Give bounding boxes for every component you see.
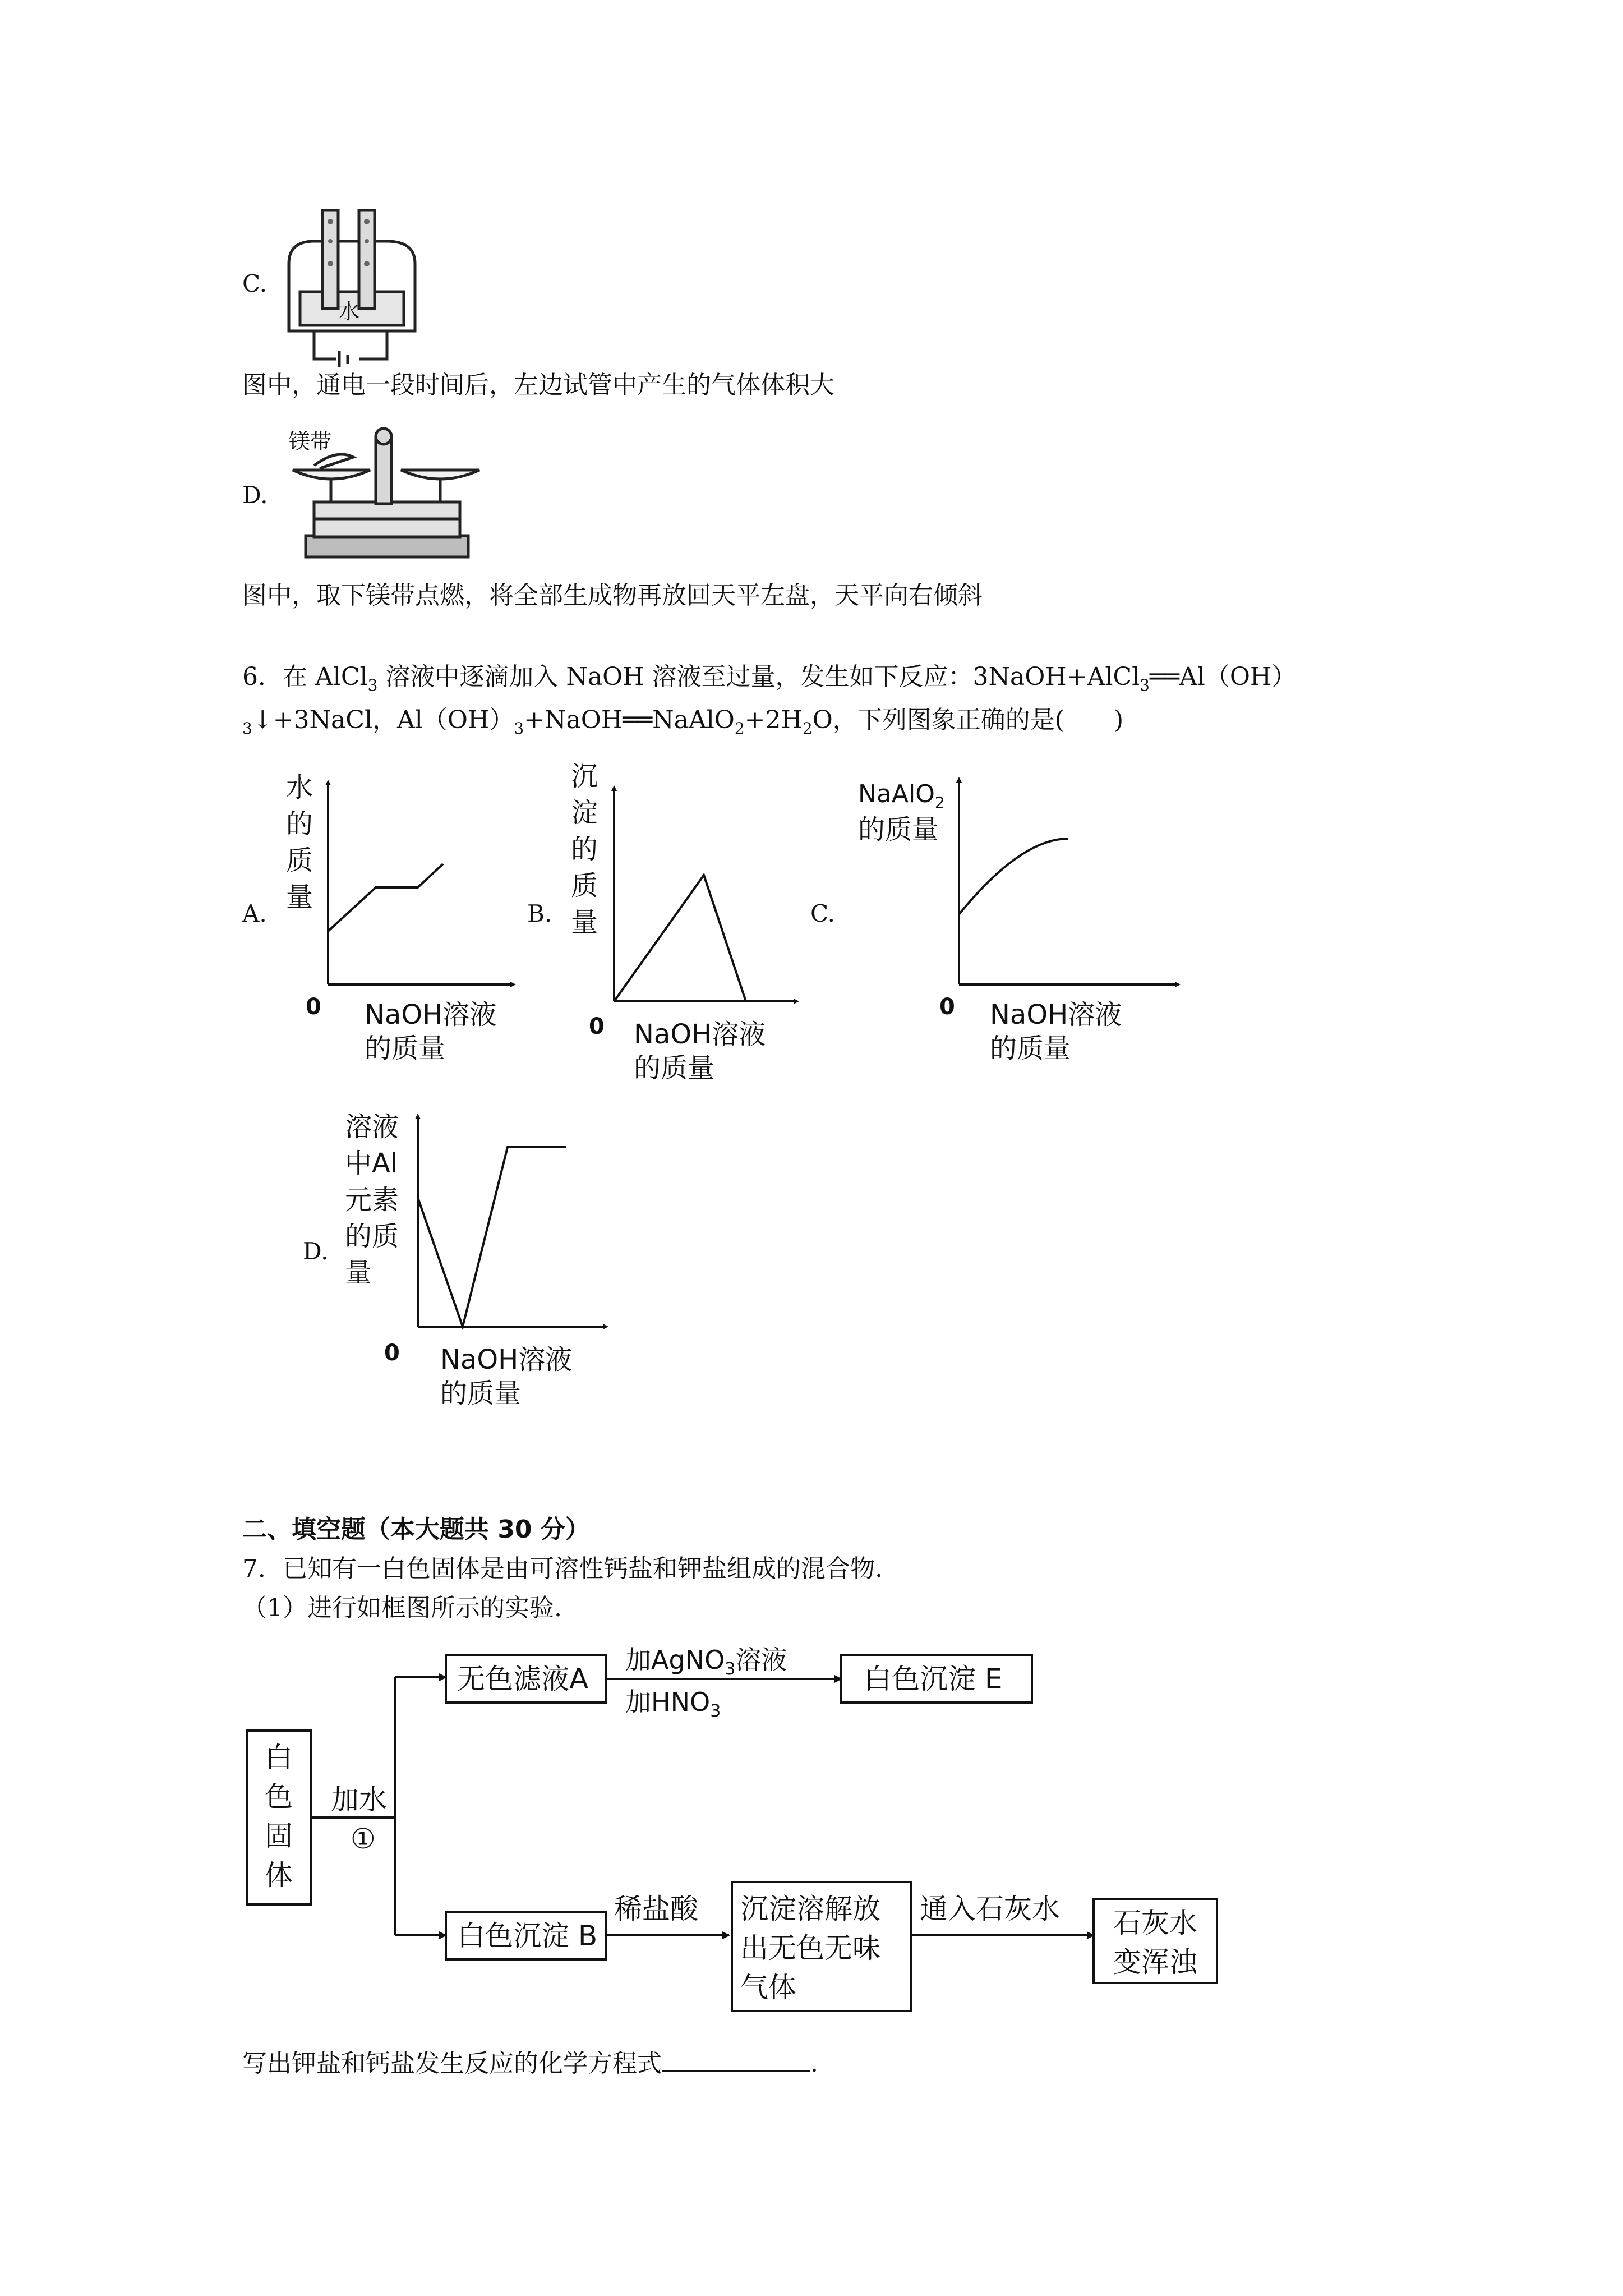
filtrate-a-label: 无色滤液A: [457, 1663, 589, 1695]
white-solid-char-3: 体: [265, 1859, 293, 1892]
graph-b-letter: B.: [527, 900, 552, 927]
graph-d-y-label-0: 溶液: [345, 1111, 399, 1143]
add-agno3-label: 加AgNO$_3$溶液: [625, 1645, 787, 1679]
graph-a-x-label-2: 的质量: [365, 1033, 446, 1064]
white-solid-char-2: 固: [265, 1820, 293, 1852]
q7-answer-line: 写出钾盐和钙盐发生反应的化学方程式 .: [242, 2049, 818, 2078]
turbid-line-1: 变浑浊: [1113, 1946, 1197, 1978]
turbid-line-0: 石灰水: [1113, 1907, 1197, 1939]
precip-e-label: 白色沉淀 E: [864, 1663, 1003, 1695]
graph-c-x-label-2: 的质量: [990, 1033, 1071, 1064]
graph-b-x-label-2: 的质量: [634, 1052, 715, 1084]
graph-a-origin: 0: [306, 994, 321, 1020]
graph-d-y-label-2: 元素: [345, 1184, 399, 1216]
graph-d-origin: 0: [384, 1340, 400, 1366]
graph-b-y-label-4: 量: [571, 907, 598, 938]
graph-b-y-label-3: 质: [571, 870, 598, 901]
q6-line-1: 6．在 AlCl$_3$ 溶液中逐滴加入 NaOH 溶液至过量，发生如下反应：3NaOH+AlCl$_3$══Al（OH）: [242, 662, 1297, 694]
option-c-letter: C.: [242, 270, 267, 297]
graph-b-y-label-1: 淀: [571, 797, 598, 829]
precip-b-label: 白色沉淀 B: [457, 1920, 598, 1952]
graph-a-letter: A.: [242, 900, 267, 927]
option-c-caption: 图中，通电一段时间后，左边试管中产生的气体体积大: [242, 371, 834, 399]
section-2-heading: 二、填空题（本大题共 30 分）: [242, 1515, 590, 1544]
graph-d-letter: D.: [303, 1237, 329, 1265]
dilute-hcl-label: 稀盐酸: [614, 1893, 698, 1925]
dissolve-line-1: 出无色无味: [740, 1932, 880, 1964]
answer-blank[interactable]: [662, 2050, 810, 2072]
graph-d-y-label-1: 中Al: [345, 1148, 398, 1179]
option-d-caption: 图中，取下镁带点燃，将全部生成物再放回天平左盘，天平向右倾斜: [242, 581, 983, 610]
graph-a-y-label-1: 的: [286, 808, 313, 840]
graph-c-x-label-1: NaOH溶液: [990, 999, 1122, 1030]
graph-d-y-label-4: 量: [345, 1257, 372, 1289]
add-water-label: 加水: [331, 1783, 387, 1816]
water-label: 水: [338, 299, 360, 324]
mg-ribbon-label: 镁带: [289, 429, 332, 454]
graph-b-y-label-0: 沉: [571, 761, 598, 792]
graph-c-letter: C.: [810, 900, 835, 927]
graph-a-y-label-2: 质: [286, 845, 313, 876]
option-d-letter: D.: [242, 481, 268, 509]
dissolve-line-0: 沉淀溶解放: [740, 1893, 880, 1925]
graph-a-x-label-1: NaOH溶液: [365, 999, 497, 1030]
graph-b-x-label-1: NaOH溶液: [634, 1019, 766, 1050]
dissolve-line-2: 气体: [740, 1971, 796, 2004]
graph-a-y-label-3: 量: [286, 881, 313, 913]
q7-line-2: （1）进行如框图所示的实验.: [242, 1594, 562, 1622]
q7-line-1: 7．已知有一白色固体是由可溶性钙盐和钾盐组成的混合物.: [242, 1554, 883, 1583]
graph-d-y-label-3: 的质: [345, 1221, 399, 1252]
white-solid-char-0: 白: [265, 1741, 293, 1774]
limewater-in-label: 通入石灰水: [920, 1893, 1060, 1925]
add-hno3-label: 加$HNO_3$: [625, 1687, 721, 1721]
graph-d-x-label-1: NaOH溶液: [440, 1344, 573, 1375]
step-1-label: ①: [351, 1823, 376, 1855]
graph-b-y-label-2: 的: [571, 834, 598, 865]
q6-line-2: $_3$↓+3NaCl，$Al(OH)_3+NaOH══NaAlO_2+2H_2O$，下列图象正确的是( ): [242, 706, 1124, 738]
graph-c-y-label-2: 的质量: [858, 814, 939, 845]
graph-c-origin: 0: [939, 994, 955, 1020]
graph-b-origin: 0: [589, 1014, 605, 1039]
white-solid-char-1: 色: [265, 1780, 293, 1813]
graph-a-y-label-0: 水: [286, 772, 313, 803]
graph-c-y-label-1: NaAlO$_2$: [858, 780, 945, 812]
graph-d-x-label-2: 的质量: [440, 1378, 522, 1409]
